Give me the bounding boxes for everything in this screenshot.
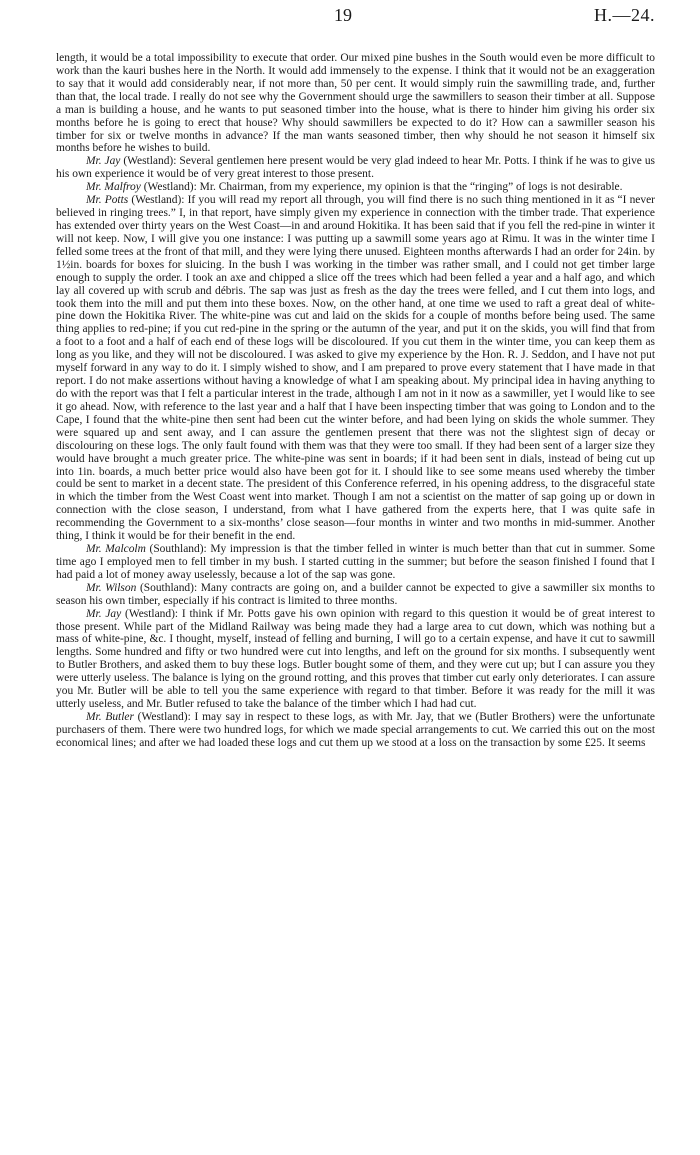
page-number: 19	[334, 5, 352, 25]
paragraph	[56, 181, 655, 194]
paragraph-text: (Southland): Many contracts are going on, and a builder cannot be expected to give a sawmiller six months to season his own timber, especially if his contract is limited to three months.	[56, 581, 655, 607]
body-text	[56, 52, 655, 750]
paragraph-text: (Southland): My impression is that the timber felled in winter is much better than that cut in summer. Some time ago I employed men to fell timber in my bush. I started cutting in the summer; but before the season finished I found that I had paid a lot of money away uselessly, because a lot of the sap was gone.	[56, 543, 655, 581]
paragraph-text: (Westland): I may say in respect to these logs, as with Mr. Jay, that we (Butler Brothers) were the unfortunate purchasers of them. There were two hundred logs, for which we made special arrangements to cut. We carried this out on the most economical lines; and after we had loaded these logs and cut them up we stood at a loss on the transaction by some £25. It seems	[56, 711, 655, 749]
paragraph	[56, 155, 655, 181]
paragraph	[56, 608, 655, 711]
speaker-name: Mr. Wilson	[86, 581, 137, 594]
speaker-name: Mr. Jay	[86, 155, 121, 168]
paragraph-text: (Westland): Several gentlemen here present would be very glad indeed to hear Mr. Potts. I think if he was to give us his own experience it would be of very great interest to those present.	[56, 155, 655, 181]
paragraph-text: (Westland): If you will read my report all through, you will find there is no such thing mentioned in it as “I never believed in ringing trees.” I, in that report, have simply given my experience in connection with the timber trade. That experience has extended over thirty years on the West Coast—in and around Hokitika. It has been said that if you fell the red-pine in winter it will not keep. Now, I will give you one instance: I was putting up a sawmill some years ago at Rimu. It was in the winter time I felled some trees at the front of that mill, and they were lying there unused. Eighteen months afterwards I had an order for 24in. by 1½in. boards for boxes for sluicing. In the bush I was working in the timber was rather small, and I could not get timber large enough to supply the order. I took an axe and chipped a slice off the trees which had been felled a year and a half ago, and which lay all covered up with scrub and débris. The sap was just as fresh as the day the trees were felled, and I cut them into logs, and took them into the mill and put them into these boxes. Now, on the other hand, at one time we used to raft a great deal of white-pine down the Hokitika River. The white-pine was cut and laid on the skids for a couple of months before being used. The same thing applies to red-pine; if you cut red-pine in the spring or the autumn of the year, and put it on the skids, you will find that from a foot to a foot and a half of each end of these logs will be discoloured. If you cut them in the winter time, you can keep them as long as you like, and they will not be discoloured. I was asked to give my experience by the Hon. R. J. Seddon, and I have not put myself forward in any way to do it. I simply wished to show, and I am prepared to prove every statement that I have made in that report. I do not make assertions without having a knowledge of what I am speaking about. My principal idea in having anything to do with the report was that I felt a particular interest in the trade, although I am not in it now as a sawmiller, yet I would like to see it go ahead. Now, with reference to the last year and a half that I have been inspecting timber that was going to London and to the Cape, I found that the white-pine then sent had been cut the winter before, and had been lying on skids the whole summer. They were squared up and sent away, and I can assure the gentlemen present that there was not the slightest sign of decay or discolouring on these logs. The only fault found with them was that they were too small. If they had been sent of a larger size they would have brought a much greater price. The white-pine was sent in boards; if it had been sent in dials, instead of being cut up into 1in. boards, a much better price would also have been got for it. I should like to see some means used whereby the timber could be sent to market in a decent state. The president of this Conference referred, in his opening address, to the disgraceful state in which the timber from the West Coast went into market. Though I am not a scientist on the matter of sap going up or down in connection with the close season, I understand, from what I have gathered from the experts here, that I was quite safe in recommending the Government to a six-months’ close season—four months in winter and two months in mid-summer. Another thing, I think it would be for their benefit in the end.	[56, 194, 655, 543]
paragraph	[56, 52, 655, 155]
speaker-name: Mr. Potts	[86, 194, 129, 207]
speaker-name: Mr. Jay	[86, 607, 122, 620]
paragraph-text: length, it would be a total impossibility to execute that order. Our mixed pine bushes in the South would even be more difficult to work than the kauri bushes here in the North. It would add immensely to the expense. I think that it would not be an exaggeration to say that it would add considerably near, if not more than, 50 per cent. It would simply ruin the sawmilling trade, and, further than that, the local trade. I really do not see why the Government should urge the sawmillers to season their timber at all. Suppose a man is building a house, and he wants to put seasoned timber into the house, what is there to hinder him giving his order six months before he is going to erect that house? Why should sawmillers be expected to do it? How can a sawmiller season his timber for six or twelve months in advance? If the man wants seasoned timber, then why should he not season it himself six months before he wishes to build.	[56, 52, 655, 155]
document-reference: H.—24.	[594, 5, 655, 25]
paragraph	[56, 194, 655, 543]
speaker-name: Mr. Malfroy	[86, 181, 141, 194]
paragraph-text: (Westland): I think if Mr. Potts gave his own opinion with regard to this question it would be of great interest to those present. While part of the Midland Railway was being made they had a large area to cut down, which was nothing but a mass of white-pine, &c. I thought, myself, instead of felling and burning, I will go to a certain expense, and have it cut to sawmill lengths. Some hundred and fifty or two hundred were cut into lengths, and left on the ground for six months. I subsequently went to Butler Brothers, and asked them to buy these logs. Butler bought some of them, and they were cut up; but I can assure you they were utterly useless. The balance is lying on the ground rotting, and this proves that timber cut early only deteriorates. I can assure you Mr. Butler will be able to tell you the same experience with regard to that timber. Before it was ready for the mill it was utterly useless, and Mr. Butler refused to take the balance of the timber which I had had cut.	[56, 607, 655, 711]
paragraph	[56, 582, 655, 608]
paragraph-text: (Westland): Mr. Chairman, from my experience, my opinion is that the “ringing” of logs is not desirable.	[140, 181, 623, 194]
speaker-name: Mr. Malcolm	[86, 543, 146, 556]
paragraph	[56, 711, 655, 750]
speaker-name: Mr. Butler	[86, 711, 134, 724]
page-header	[56, 0, 655, 52]
paragraph	[56, 543, 655, 582]
